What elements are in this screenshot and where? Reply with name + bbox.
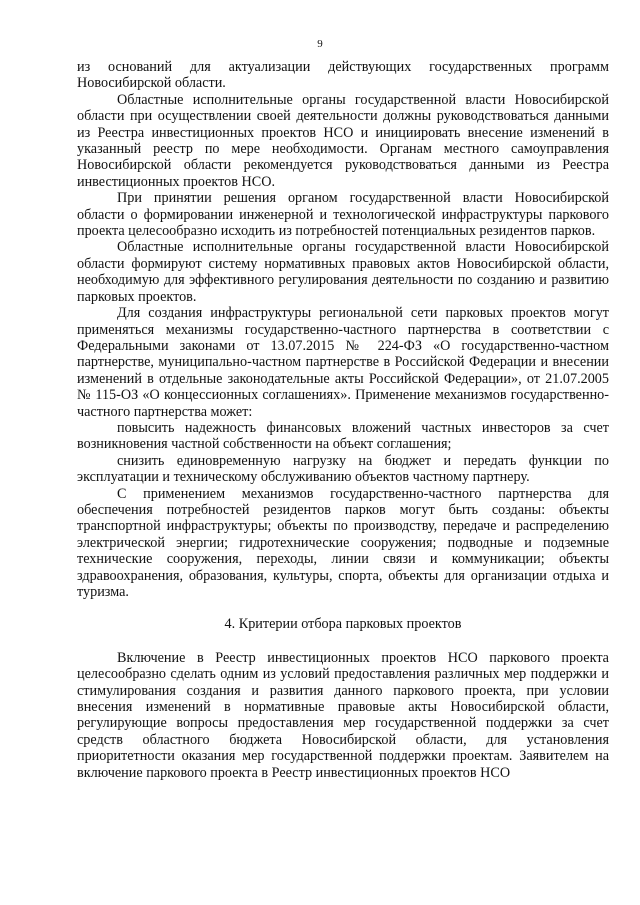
paragraph-8: С применением механизмов государственно-частного партнерства для обеспечения потребностей резидентов парков могут быть созданы: объекты транспортной инфраструктуры; объекты по производству, передаче и распределению электрической энергии; гидротехнические сооружения; подводные и подземные технические сооружения, переходы, линии связи и коммуникации; объекты здравоохранения, образования, культуры, спорта, объекты для организации отдыха и туризма.	[77, 485, 609, 600]
section-heading: 4. Критерии отбора парковых проектов	[224, 616, 462, 633]
paragraph-3: При принятии решения органом государственной власти Новосибирской области о формировании инженерной и технологической инфраструктуры паркового проекта целесообразно исходить из потребностей потенциальных резидентов парков.	[77, 190, 609, 240]
paragraph-1: из оснований для актуализации действующих государственных программ Новосибирской области.	[77, 59, 609, 92]
paragraph-2: Областные исполнительные органы государственной власти Новосибирской области при осуществлении своей деятельности должны руководствоваться данными из Реестра инвестиционных проектов НСО и инициировать внесение изменений в указанный реестр по мере необходимости. Органам местного самоуправления Новосибирской области рекомендуется руководствоваться данными из Реестра инвестиционных проектов НСО.	[77, 91, 609, 190]
paragraph-6: повысить надежность финансовых вложений частных инвесторов за счет возникновения частной собственности на объект соглашения;	[77, 419, 609, 453]
paragraph-7: снизить единовременную нагрузку на бюджет и передать функции по эксплуатации и техническому обслуживанию объектов частному партнеру.	[77, 452, 609, 486]
document-body	[77, 59, 609, 781]
section-paragraph: Включение в Реестр инвестиционных проектов НСО паркового проекта целесообразно сделать одним из условий предоставления различных мер поддержки и стимулирования создания и развития данного паркового проекта, при условии внесения изменений в нормативные правовые акты Новосибирской области, регулирующие вопросы предоставления мер государственной поддержки за счет средств областного бюджета Новосибирской области, для установления приоритетности оказания мер государственной поддержки проектам. Заявителем на включение паркового проекта в Реестр инвестиционных проектов НСО	[77, 649, 609, 781]
page-number: 9	[317, 38, 323, 50]
paragraph-4: Областные исполнительные органы государственной власти Новосибирской области формируют систему нормативных правовых актов Новосибирской области, необходимую для эффективного регулирования деятельности по созданию и развитию парковых проектов.	[77, 239, 609, 305]
paragraph-5: Для создания инфраструктуры региональной сети парковых проектов могут применяться механизмы государственно-частного партнерства в соответствии с Федеральными законами от 13.07.2015 № 224-ФЗ «О государственно-частном партнерстве, муниципально-частном партнерстве в Российской Федерации и внесении изменений в отдельные законодательные акты Российской Федерации», от 21.07.2005 № 115-ОЗ «О концессионных соглашениях». Применение механизмов государственно-частного партнерства может:	[77, 305, 609, 420]
